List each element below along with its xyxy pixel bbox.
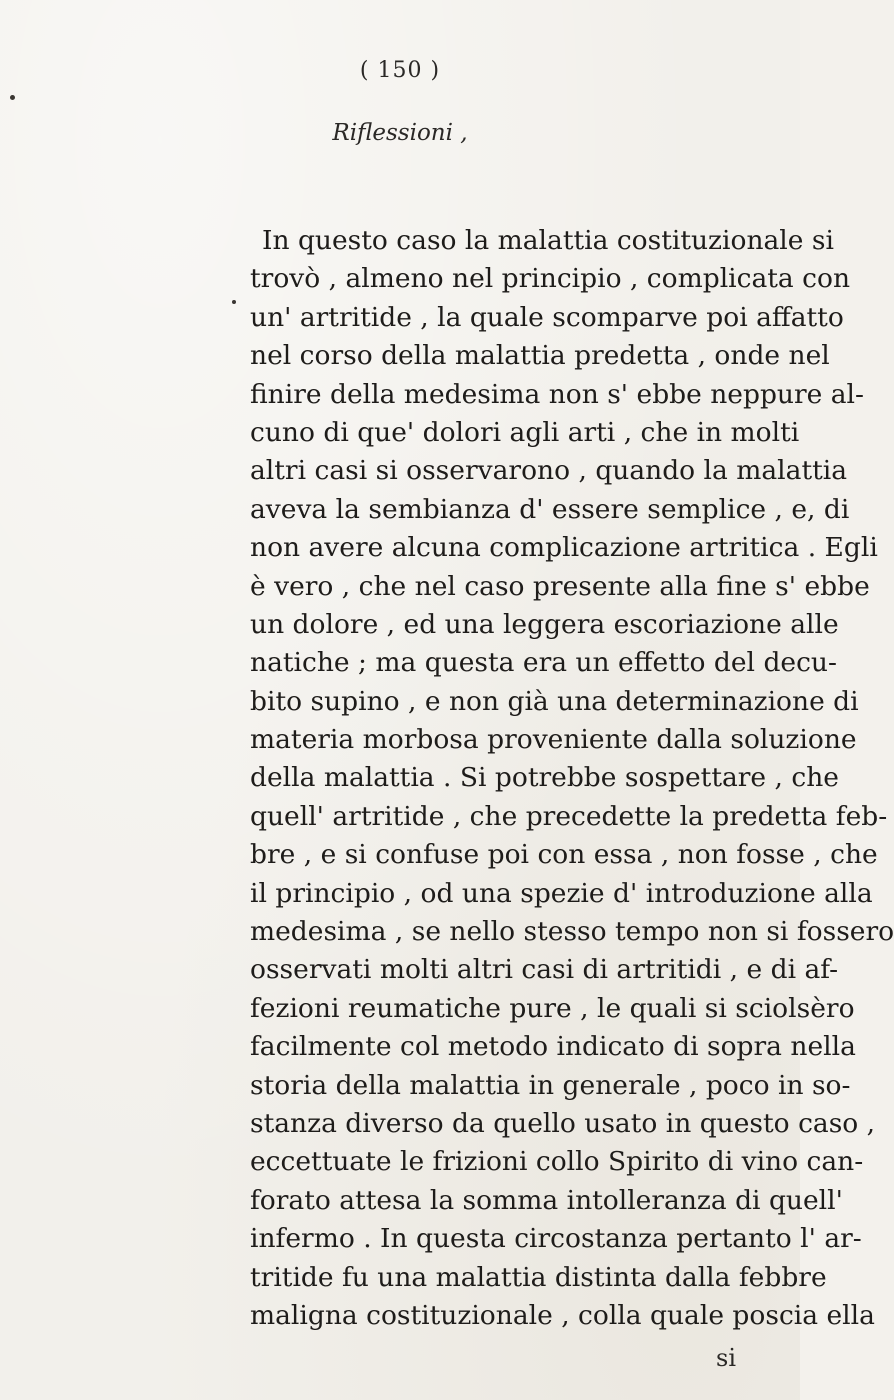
text-line: fezioni reumatiche pure , le quali si sciolsèro (250, 992, 855, 1024)
text-line: altri casi si osservarono , quando la malattia (250, 455, 848, 487)
text-line: quell' artritide , che precedette la predetta feb- (250, 800, 888, 832)
text-line: cuno di que' dolori agli arti , che in molti (250, 416, 800, 448)
text-line: della malattia . Si potrebbe sospettare , che (250, 762, 839, 794)
text-line: bre , e si confuse poi con essa , non fosse , che (250, 839, 878, 871)
text-line: stanza diverso da quello usato in questo caso , (250, 1107, 876, 1139)
text-line: un' artritide , la quale scomparve poi affatto (250, 301, 844, 333)
text-line: medesima , se nello stesso tempo non si fossero (250, 916, 894, 948)
page-number: ( 150 ) (359, 58, 441, 83)
text-line: un dolore , ed una leggera escoriazione alle (250, 608, 839, 640)
text-line: tritide fu una malattia distinta dalla febbre (250, 1261, 827, 1293)
text-line: è vero , che nel caso presente alla fine s' ebbe (250, 570, 870, 602)
text-line: il principio , od una spezie d' introduzione alla (250, 877, 873, 909)
text-line: finire della medesima non s' ebbe neppure al- (250, 378, 864, 410)
text-line: storia della malattia in generale , poco in so- (250, 1069, 851, 1101)
text-line: maligna costituzionale , colla quale poscia ella (250, 1299, 875, 1331)
margin-dot-mark (10, 95, 15, 100)
text-line: bito supino , e non già una determinazione di (250, 685, 859, 717)
text-line: nel corso della malattia predetta , onde nel (250, 340, 830, 372)
text-line: facilmente col metodo indicato di sopra nella (250, 1031, 856, 1063)
text-line: eccettuate le frizioni collo Spirito di vino can- (250, 1146, 864, 1178)
text-line: natiche ; ma questa era un effetto del decu- (250, 647, 837, 679)
text-line: infermo . In questa circostanza pertanto l' ar- (250, 1223, 862, 1255)
text-line: In questo caso la malattia costituzionale si (262, 225, 834, 256)
margin-dot-mark (232, 300, 236, 304)
catchword: si (716, 1344, 736, 1372)
text-line: osservati molti altri casi di artritidi , e di af- (250, 954, 839, 986)
text-line: non avere alcuna complicazione artritica . Egli (250, 532, 878, 564)
text-line: aveva la sembianza d' essere semplice , e, di (250, 493, 850, 525)
body-text (250, 222, 894, 1335)
text-line: materia morbosa proveniente dalla soluzione (250, 724, 857, 756)
running-head: Riflessioni , (332, 120, 468, 146)
text-line: forato attesa la somma intolleranza di quell' (250, 1184, 843, 1216)
text-line: trovò , almeno nel principio , complicata con (250, 263, 851, 295)
